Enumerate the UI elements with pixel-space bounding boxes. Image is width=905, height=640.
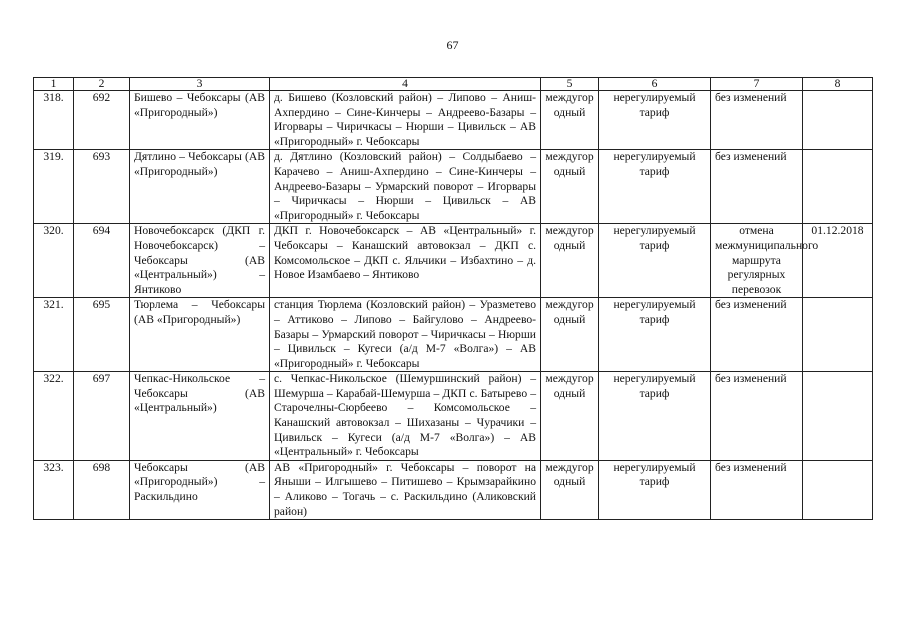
header-col-2: 2	[74, 78, 130, 91]
tariff: нерегулируемый тариф	[599, 372, 711, 461]
header-col-4: 4	[270, 78, 541, 91]
change-date	[803, 91, 873, 150]
table-row	[34, 372, 873, 461]
change-status: без изменений	[711, 91, 803, 150]
route-type: междугородный	[541, 224, 599, 298]
route-number: 695	[74, 298, 130, 372]
change-status: отмена межмуниципального маршрута регулярных перевозок	[711, 224, 803, 298]
tariff: нерегулируемый тариф	[599, 460, 711, 519]
routes-table	[33, 77, 873, 520]
route-path: с. Чепкас-Никольское (Шемуршинский район) – Шемурша – Карабай-Шемурша – ДКП с. Батырево – Старочелны-Сюрбеево – Комсомольское – Канашский автовокзал – Шихазаны – Чурачики – Цивильск – Кугеси (а/д М-7 «Волга») – АВ «Центральный» г. Чебоксары	[270, 372, 541, 461]
header-col-6: 6	[599, 78, 711, 91]
header-col-1: 1	[34, 78, 74, 91]
tariff: нерегулируемый тариф	[599, 224, 711, 298]
route-name: Бишево – Чебоксары (АВ «Пригородный»)	[130, 91, 270, 150]
route-path: станция Тюрлема (Козловский район) – Уразметево – Аттиково – Липово – Байгулово – Андреево-Базары – Урмарский поворот – Чиричкасы – Нюрши – Цивильск – Кугеси (а/д М-7 «Волга») – АВ «Пригородный» г. Чебоксары	[270, 298, 541, 372]
header-col-5: 5	[541, 78, 599, 91]
row-number: 318.	[34, 91, 74, 150]
route-name: Новочебоксарск (ДКП г. Новочебоксарск) – Чебоксары (АВ «Центральный») – Янтиково	[130, 224, 270, 298]
row-number: 323.	[34, 460, 74, 519]
table-row	[34, 460, 873, 519]
route-path: ДКП г. Новочебоксарск – АВ «Центральный» г. Чебоксары – Канашский автовокзал – ДКП с. Комсомольское – ДКП с. Яльчики – Избахтино – д. Новое Изамбаево – Янтиково	[270, 224, 541, 298]
route-number: 698	[74, 460, 130, 519]
change-date	[803, 298, 873, 372]
table-row	[34, 298, 873, 372]
table-row	[34, 91, 873, 150]
table-row	[34, 224, 873, 298]
change-date	[803, 372, 873, 461]
header-row	[34, 78, 873, 91]
route-path: д. Бишево (Козловский район) – Липово – Аниш-Ахпердино – Сине-Кинчеры – Андреево-Базары – Игорвары – Чиричкасы – Нюрши – Цивильск – АВ «Пригородный» г. Чебоксары	[270, 91, 541, 150]
change-date: 01.12.2018	[803, 224, 873, 298]
change-status: без изменений	[711, 460, 803, 519]
route-name: Дятлино – Чебоксары (АВ «Пригородный»)	[130, 150, 270, 224]
header-col-8: 8	[803, 78, 873, 91]
change-date	[803, 150, 873, 224]
route-number: 693	[74, 150, 130, 224]
route-path: д. Дятлино (Козловский район) – Солдыбаево – Карачево – Аниш-Ахпердино – Сине-Кинчеры – Андреево-Базары – Урмарский поворот – Игорвары – Чиричкасы – Нюрши – Цивильск – АВ «Пригородный» г. Чебоксары	[270, 150, 541, 224]
row-number: 321.	[34, 298, 74, 372]
header-col-7: 7	[711, 78, 803, 91]
route-type: междугородный	[541, 460, 599, 519]
row-number: 322.	[34, 372, 74, 461]
change-date	[803, 460, 873, 519]
change-status: без изменений	[711, 372, 803, 461]
route-type: междугородный	[541, 150, 599, 224]
table-row	[34, 150, 873, 224]
route-name: Тюрлема – Чебоксары (АВ «Пригородный»)	[130, 298, 270, 372]
change-status: без изменений	[711, 298, 803, 372]
tariff: нерегулируемый тариф	[599, 150, 711, 224]
route-name: Чебоксары (АВ «Пригородный») – Раскильдино	[130, 460, 270, 519]
change-status: без изменений	[711, 150, 803, 224]
tariff: нерегулируемый тариф	[599, 298, 711, 372]
route-name: Чепкас-Никольское – Чебоксары (АВ «Центральный»)	[130, 372, 270, 461]
row-number: 319.	[34, 150, 74, 224]
route-type: междугородный	[541, 298, 599, 372]
row-number: 320.	[34, 224, 74, 298]
header-col-3: 3	[130, 78, 270, 91]
route-type: междугородный	[541, 91, 599, 150]
route-number: 692	[74, 91, 130, 150]
route-number: 694	[74, 224, 130, 298]
page-number: 67	[446, 38, 459, 52]
route-path: АВ «Пригородный» г. Чебоксары – поворот на Яныши – Илгышево – Питишево – Крымзарайкино – Аликово – Тогачь – с. Раскильдино (Аликовский район)	[270, 460, 541, 519]
route-number: 697	[74, 372, 130, 461]
route-type: междугородный	[541, 372, 599, 461]
tariff: нерегулируемый тариф	[599, 91, 711, 150]
